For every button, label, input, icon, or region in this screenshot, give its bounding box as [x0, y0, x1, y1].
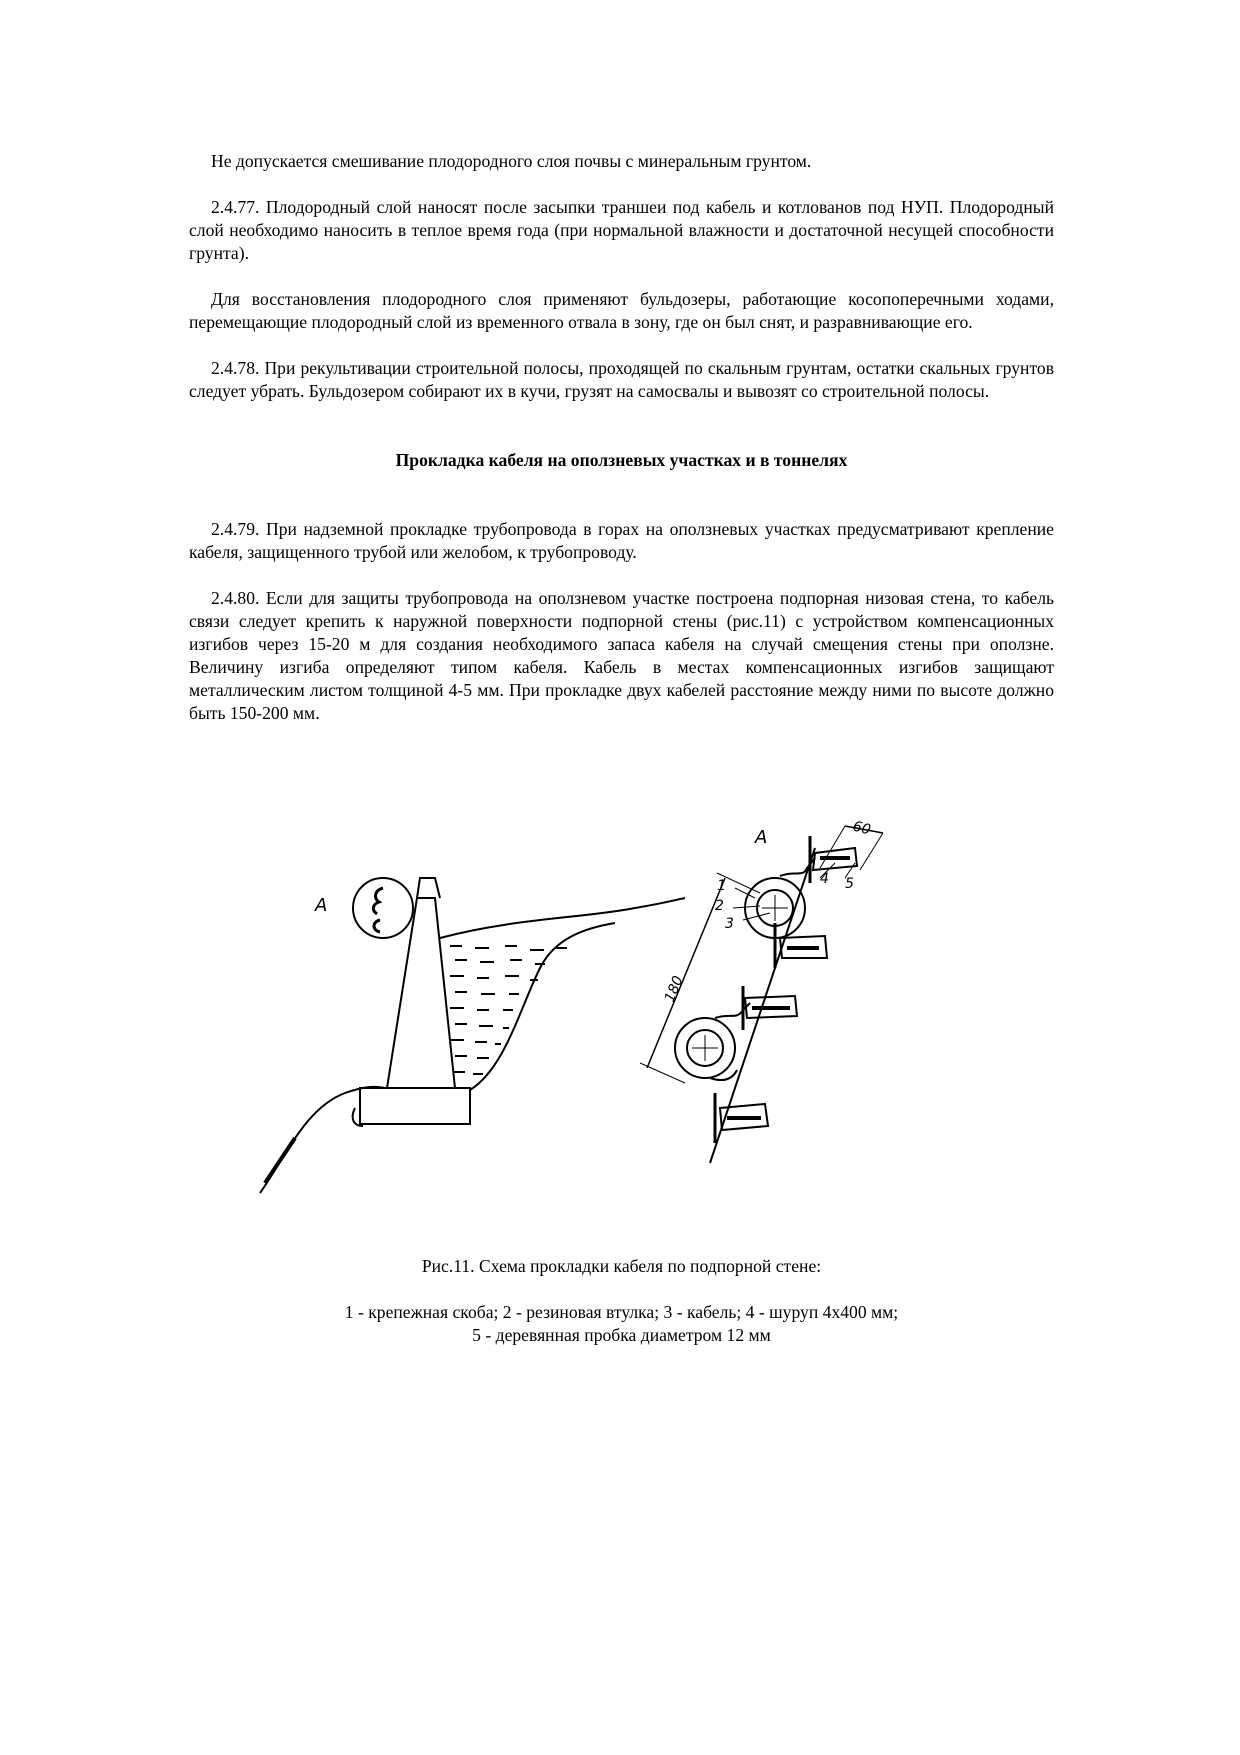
- callout-5: 5: [845, 876, 854, 892]
- dimension-60: 60: [850, 818, 873, 839]
- callout-3: 3: [725, 916, 734, 932]
- section-heading: Прокладка кабеля на оползневых участках и в тоннелях: [395, 450, 848, 470]
- paragraph: Не допускается смешивание плодородного слоя почвы с минеральным грунтом.: [211, 151, 812, 171]
- label-a-left: A: [315, 895, 328, 916]
- figure-legend-line-1: 1 - крепежная скоба; 2 - резиновая втулка; 3 - кабель; 4 - шуруп 4х400 мм;: [344, 1302, 899, 1322]
- callout-4: 4: [820, 871, 829, 887]
- paragraph-2-4-80: 2.4.80. Если для защиты трубопровода на оползневом участке построена подпорная низовая стена, то кабель связи следует крепить к наружной поверхности подпорной стены (рис.11) с устройством компенсационных изгибов через 15-20 м для создания необходимого запаса кабеля на случай смещения стены при оползне. Величину изгиба определяют типом кабеля. Кабель в местах компенсационных изгибов защищают металлическим листом толщиной 4-5 мм. При прокладке двух кабелей расстояние между ними по высоте должно быть 150-200 мм.: [189, 588, 1054, 723]
- figure-11-retaining-wall-scheme: [255, 808, 990, 1213]
- label-a-right: A: [755, 827, 768, 848]
- callout-2: 2: [715, 898, 724, 914]
- figure-legend-line-2: 5 - деревянная пробка диаметром 12 мм: [472, 1325, 771, 1345]
- paragraph: Для восстановления плодородного слоя применяют бульдозеры, работающие косопоперечными ходами, перемещающие плодородный слой из временного отвала в зону, где он был снят, и разравнивающие его.: [189, 289, 1054, 332]
- retaining-wall-drawing: [260, 878, 685, 1193]
- paragraph-2-4-77: 2.4.77. Плодородный слой наносят после засыпки траншеи под кабель и котлованов под НУП. Плодородный слой необходимо наносить в теплое время года (при нормальной влажности и достаточной несущей способности грунта).: [189, 197, 1054, 263]
- callout-1: 1: [717, 878, 726, 894]
- dimension-180: 180: [661, 973, 687, 1005]
- paragraph-2-4-78: 2.4.78. При рекультивации строительной полосы, проходящей по скальным грунтам, остатки скальных грунтов следует убрать. Бульдозером собирают их в кучи, грузят на самосвалы и вывозят со строительной полосы.: [189, 358, 1054, 401]
- paragraph-2-4-79: 2.4.79. При надземной прокладке трубопровода в горах на оползневых участках предусматривают крепление кабеля, защищенного трубой или желобом, к трубопроводу.: [189, 519, 1054, 562]
- figure-caption: Рис.11. Схема прокладки кабеля по подпорной стене:: [421, 1256, 822, 1276]
- document-body: [189, 150, 1054, 725]
